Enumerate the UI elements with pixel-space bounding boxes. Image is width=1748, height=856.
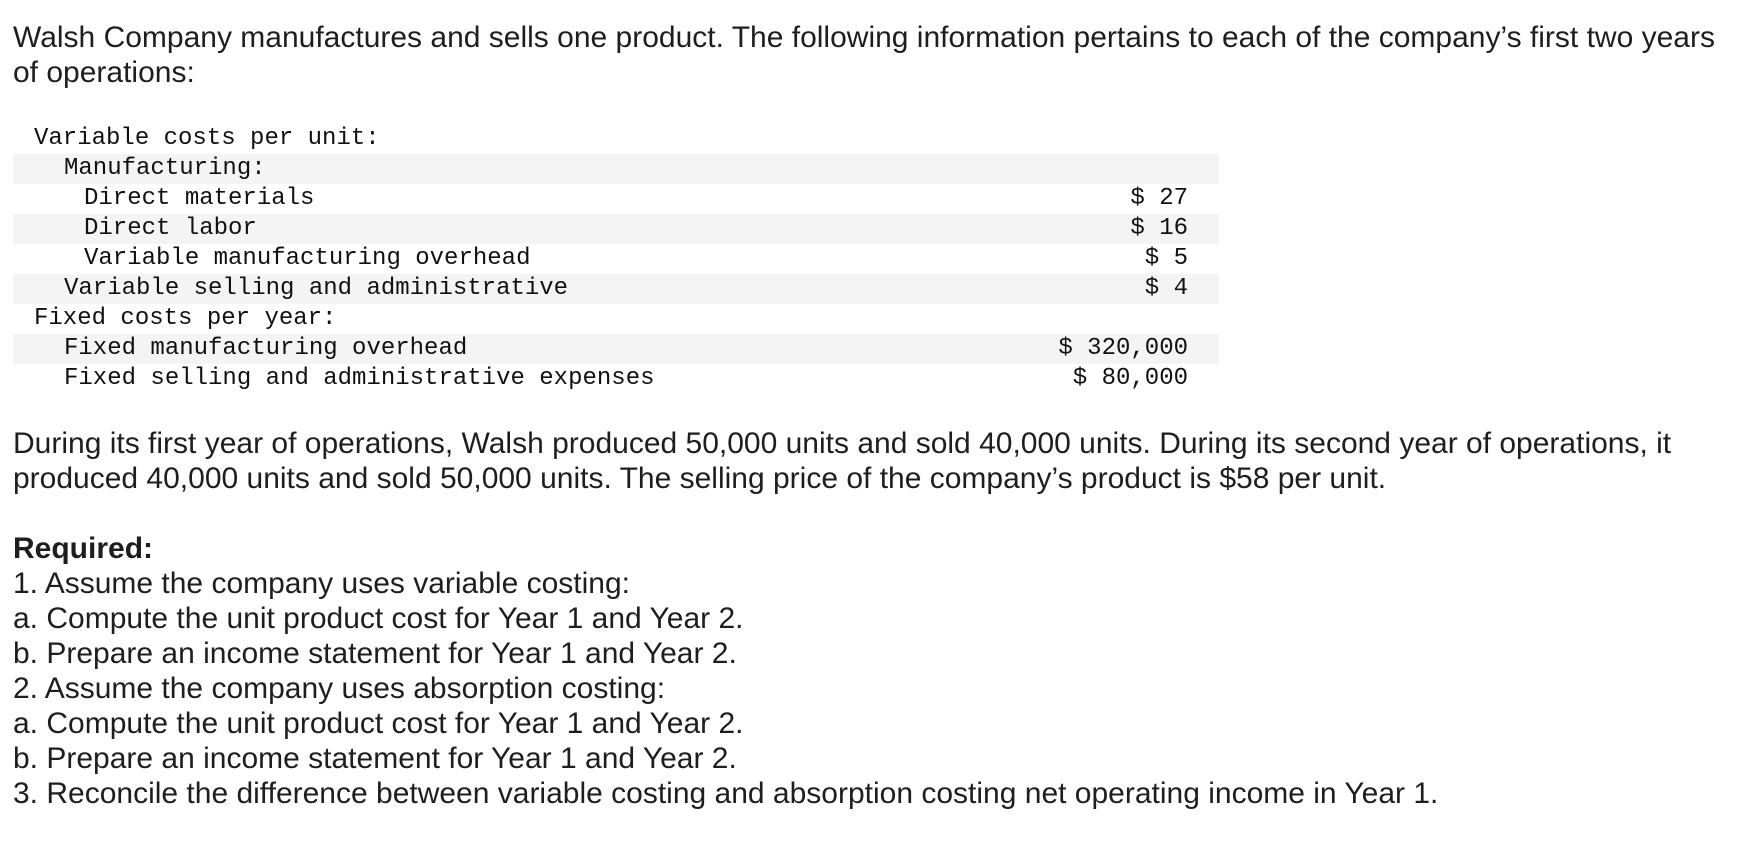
table-row	[13, 304, 1219, 334]
row-amount	[928, 154, 1219, 184]
row-label: Fixed selling and administrative expenses	[64, 365, 655, 392]
required-item: b. Prepare an income statement for Year 1 and Year 2.	[13, 742, 737, 775]
table-row	[13, 274, 1219, 304]
cost-table	[13, 124, 1219, 394]
row-amount	[928, 304, 1219, 334]
row-amount	[928, 124, 1219, 154]
table-row	[13, 334, 1219, 364]
row-amount: $ 4	[928, 274, 1219, 304]
row-label: Fixed costs per year:	[34, 305, 337, 332]
table-row	[13, 124, 1219, 154]
row-label: Variable selling and administrative	[13, 274, 928, 304]
required-item: 2. Assume the company uses absorption costing:	[13, 672, 666, 705]
required-item: b. Prepare an income statement for Year 1 and Year 2.	[13, 637, 737, 670]
required-item: 3. Reconcile the difference between variable costing and absorption costing net operating income in Year 1.	[13, 777, 1439, 810]
required-heading: Required:	[13, 532, 154, 565]
table-row	[13, 184, 1219, 214]
required-section	[13, 531, 1733, 811]
row-amount: $ 16	[928, 214, 1219, 244]
table-row	[13, 154, 1219, 184]
row-label: Variable costs per unit:	[34, 125, 380, 152]
row-label: Manufacturing:	[13, 154, 928, 184]
table-row	[13, 364, 1219, 394]
problem-document	[13, 20, 1733, 811]
row-label: Variable manufacturing overhead	[84, 245, 531, 272]
operations-paragraph: During its first year of operations, Walsh produced 50,000 units and sold 40,000 units. During its second year of operations, it produced 40,000 units and sold 50,000 units. The selling price of the company’s product is $58 per unit.	[13, 427, 1672, 495]
row-amount: $ 27	[1130, 185, 1188, 212]
row-amount: $ 320,000	[928, 334, 1219, 364]
required-item: 1. Assume the company uses variable costing:	[13, 567, 630, 600]
intro-paragraph: Walsh Company manufactures and sells one product. The following information pertains to each of the company’s first two years of operations:	[13, 21, 1715, 89]
row-amount: $ 5	[1144, 245, 1188, 272]
required-item: a. Compute the unit product cost for Year 1 and Year 2.	[13, 602, 744, 635]
row-amount: $ 80,000	[1072, 365, 1188, 392]
table-row	[13, 244, 1219, 274]
row-label: Direct labor	[13, 214, 928, 244]
row-label: Fixed manufacturing overhead	[13, 334, 928, 364]
required-item: a. Compute the unit product cost for Year 1 and Year 2.	[13, 707, 744, 740]
table-row	[13, 214, 1219, 244]
row-label: Direct materials	[84, 185, 315, 212]
